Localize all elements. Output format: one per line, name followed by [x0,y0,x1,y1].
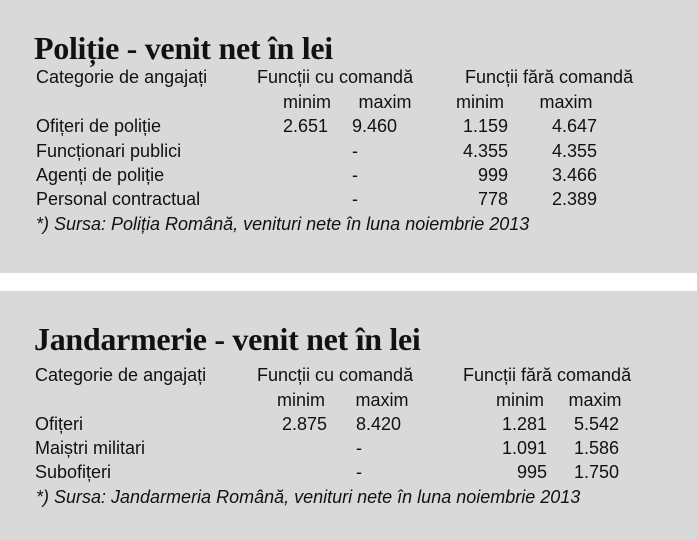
politie-footnote: *) Sursa: Poliția Română, venituri nete în luna noiembrie 2013 [36,214,530,234]
jandarmerie-row-nocmd-max: 1.586 [573,438,619,458]
politie-row-cmd-max: - [352,189,358,209]
jandarmerie-row-nocmd-max: 5.542 [573,414,619,434]
politie-row-category: Funcționari publici [36,141,182,161]
politie-row-nocmd-min: 1.159 [462,116,508,136]
politie-title: Poliție - venit net în lei [34,30,333,66]
jandarmerie-group-without-command-header: Funcții fără comandă [463,365,632,385]
politie-col-category-header: Categorie de angajați [36,67,208,87]
jandarmerie-row-category: Ofițeri [35,414,84,434]
politie-cmd-max-subheader: maxim [358,92,412,112]
jandarmerie-row-cmd-max: - [356,462,362,482]
jandarmerie-row-nocmd-min: 995 [516,462,547,482]
politie-row-cmd-max: - [352,141,358,161]
politie-group-without-command-header: Funcții fără comandă [465,67,634,87]
jandarmerie-footnote: *) Sursa: Jandarmeria Română, venituri nete în luna noiembrie 2013 [36,487,581,507]
politie-row-nocmd-max: 4.355 [551,141,597,161]
jandarmerie-panel [0,291,697,540]
politie-row-category: Ofițeri de poliție [36,116,162,136]
jandarmerie-cmd-min-subheader: minim [277,390,325,410]
jandarmerie-row-cmd-min: 2.875 [281,414,327,434]
politie-nocmd-max-subheader: maxim [539,92,593,112]
jandarmerie-cmd-max-subheader: maxim [355,390,409,410]
jandarmerie-col-category-header: Categorie de angajați [35,365,207,385]
jandarmerie-row-nocmd-min: 1.281 [501,414,547,434]
politie-row-nocmd-min: 999 [477,165,508,185]
jandarmerie-group-with-command-header: Funcții cu comandă [257,365,414,385]
politie-row-nocmd-max: 3.466 [551,165,597,185]
jandarmerie-row-nocmd-max: 1.750 [573,462,619,482]
politie-row-nocmd-max: 4.647 [551,116,597,136]
politie-group-with-command-header: Funcții cu comandă [257,67,414,87]
jandarmerie-row-nocmd-min: 1.091 [501,438,547,458]
politie-cmd-min-subheader: minim [283,92,331,112]
politie-row-category: Agenți de poliție [36,165,165,185]
jandarmerie-row-cmd-max: 8.420 [356,414,402,434]
jandarmerie-nocmd-min-subheader: minim [496,390,544,410]
jandarmerie-row-cmd-max: - [356,438,362,458]
jandarmerie-nocmd-max-subheader: maxim [568,390,622,410]
politie-row-nocmd-min: 4.355 [462,141,508,161]
politie-row-cmd-max: - [352,165,358,185]
politie-row-nocmd-min: 778 [477,189,508,209]
politie-row-cmd-min: 2.651 [282,116,328,136]
jandarmerie-row-category: Subofițeri [35,462,112,482]
politie-row-cmd-max: 9.460 [352,116,398,136]
jandarmerie-title: Jandarmerie - venit net în lei [34,321,421,357]
jandarmerie-row-category: Maiștri militari [35,438,145,458]
politie-nocmd-min-subheader: minim [456,92,504,112]
politie-row-nocmd-max: 2.389 [551,189,597,209]
politie-row-category: Personal contractual [36,189,201,209]
